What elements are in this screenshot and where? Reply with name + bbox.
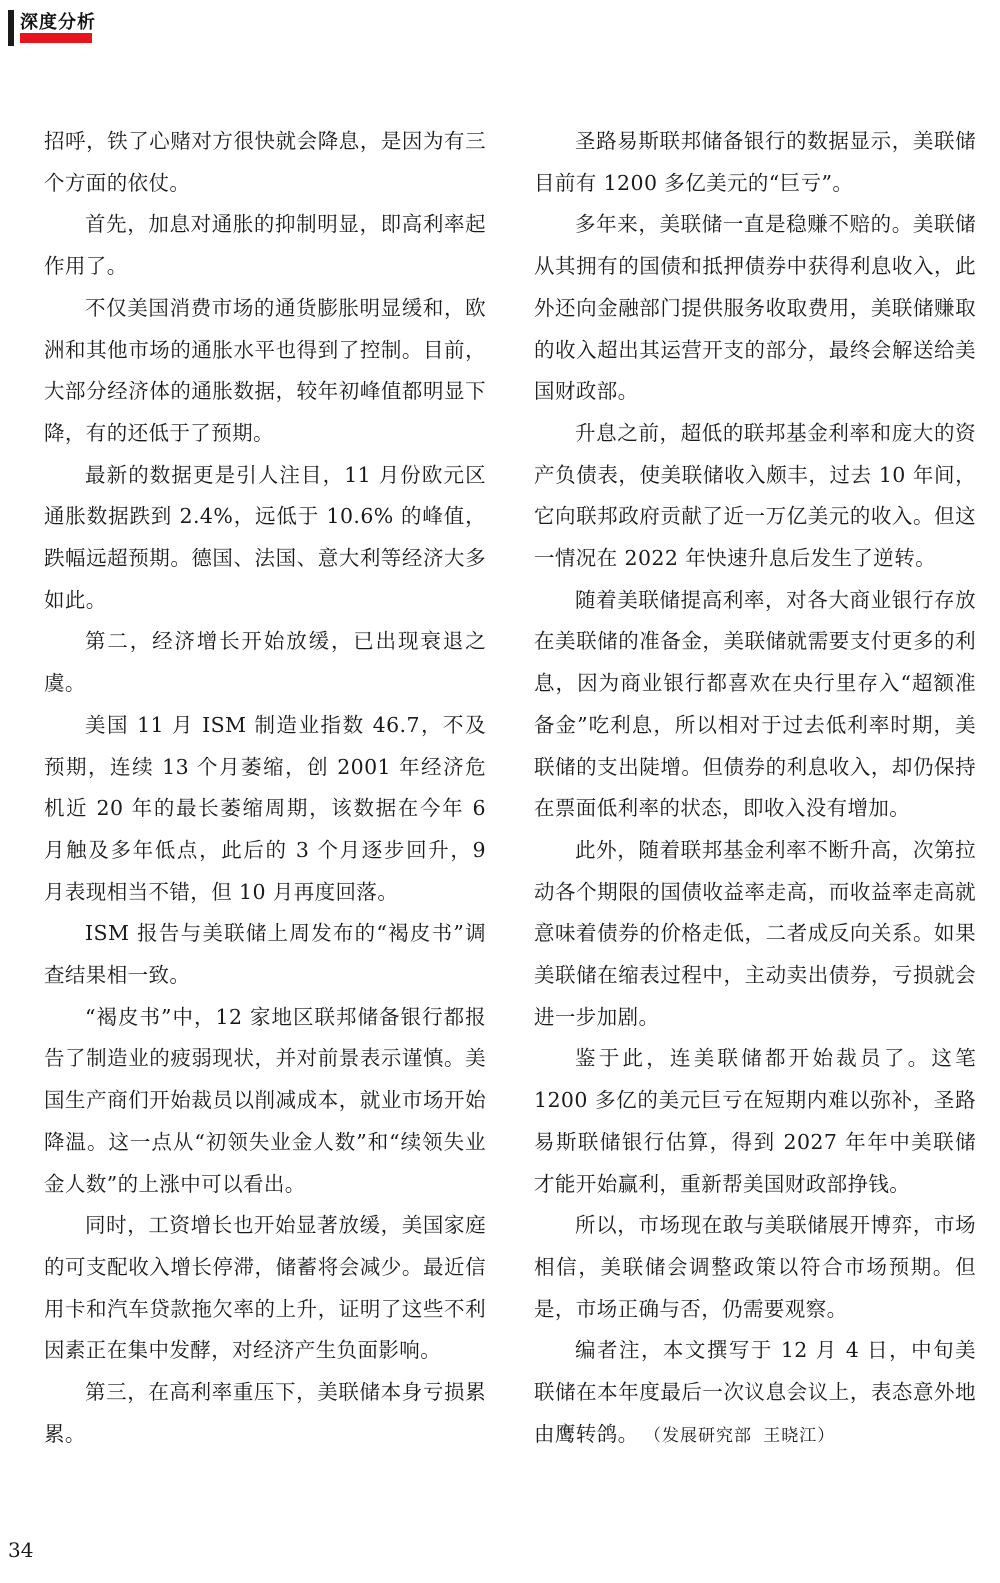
author-signature: （发展研究部 王晓江） xyxy=(652,1425,836,1446)
paragraph: “褐皮书”中，12 家地区联邦储备银行都报告了制造业的疲弱现状，并对前景表示谨慎。美国生产商们开始裁员以削减成本，就业市场开始降温。这一点从“初领失业金人数”和“续领失业金人数”的上涨中可以看出。 xyxy=(44,1004,486,1196)
right-column xyxy=(534,121,976,1458)
page-header xyxy=(0,0,1000,60)
left-column xyxy=(44,121,486,1456)
paragraph: 最新的数据更是引人注目，11 月份欧元区通胀数据跌到 2.4%，远低于 10.6% 的峰值，跌幅远超预期。德国、法国、意大利等经济大多如此。 xyxy=(44,462,486,612)
paragraph: 招呼，铁了心赌对方很快就会降息，是因为有三个方面的依仗。 xyxy=(44,129,486,195)
editor-note: 编者注，本文撰写于 12 月 4 日，中旬美联储在本年度最后一次议息会议上，表态意外地由鹰转鸽。 xyxy=(534,1338,976,1446)
paragraph: 所以，市场现在敢与美联储展开博弈，市场相信，美联储会调整政策以符合市场预期。但是，市场正确与否，仍需要观察。 xyxy=(534,1213,976,1321)
paragraph: 升息之前，超低的联邦基金利率和庞大的资产负债表，使美联储收入颇丰，过去 10 年间，它向联邦政府贡献了近一万亿美元的收入。但这一情况在 2022 年快速升息后发生了逆转。 xyxy=(534,420,976,571)
paragraph: 随着美联储提高利率，对各大商业银行存放在美联储的准备金，美联储就需要支付更多的利息，因为商业银行都喜欢在央行里存入“超额准备金”吃利息，所以相对于过去低利率时期，美联储的支出陡增。但债券的利息收入，却仍保持在票面低利率的状态，即收入没有增加。 xyxy=(534,587,976,821)
paragraph: 美国 11 月 ISM 制造业指数 46.7，不及预期，连续 13 个月萎缩，创 2001 年经济危机近 20 年的最长萎缩周期，该数据在今年 6 月触及多年低点，此后的 3 个月逐步回升，9 月表现相当不错，但 10 月再度回落。 xyxy=(44,712,486,904)
paragraph: 鉴于此，连美联储都开始裁员了。这笔 1200 多亿的美元巨亏在短期内难以弥补，圣路易斯联储银行估算，得到 2027 年年中美联储才能开始赢利，重新帮美国财政部挣钱。 xyxy=(534,1046,976,1196)
header-marker-bar xyxy=(8,10,14,46)
paragraph: 圣路易斯联邦储备银行的数据显示，美联储目前有 1200 多亿美元的“巨亏”。 xyxy=(534,129,976,195)
paragraph: 不仅美国消费市场的通货膨胀明显缓和，欧洲和其他市场的通胀水平也得到了控制。目前，大部分经济体的通胀数据，较年初峰值都明显下降，有的还低于了预期。 xyxy=(44,295,486,445)
final-paragraph xyxy=(534,1330,976,1457)
paragraph: 首先，加息对通胀的抑制明显，即高利率起作用了。 xyxy=(44,212,486,279)
paragraph: 第三，在高利率重压下，美联储本身亏损累累。 xyxy=(44,1380,486,1446)
paragraph: 多年来，美联储一直是稳赚不赔的。美联储从其拥有的国债和抵押债券中获得利息收入，此外还向金融部门提供服务收取费用，美联储赚取的收入超出其运营开支的部分，最终会解送给美国财政部。 xyxy=(534,212,976,404)
page-number: 34 xyxy=(8,1538,34,1562)
paragraph: ISM 报告与美联储上周发布的“褐皮书”调查结果相一致。 xyxy=(44,921,486,988)
paragraph: 此外，随着联邦基金利率不断升高，次第拉动各个期限的国债收益率走高，而收益率走高就意味着债券的价格走低，二者成反向关系。如果美联储在缩表过程中，主动卖出债券，亏损就会进一步加剧。 xyxy=(534,837,976,1029)
paragraph: 第二，经济增长开始放缓，已出现衰退之虞。 xyxy=(44,629,486,696)
paragraph: 同时，工资增长也开始显著放缓，美国家庭的可支配收入增长停滞，储蓄将会减少。最近信用卡和汽车贷款拖欠率的上升，证明了这些不利因素正在集中发酵，对经济产生负面影响。 xyxy=(44,1213,486,1363)
section-title-underline xyxy=(20,33,92,43)
section-title: 深度分析 xyxy=(20,12,96,33)
